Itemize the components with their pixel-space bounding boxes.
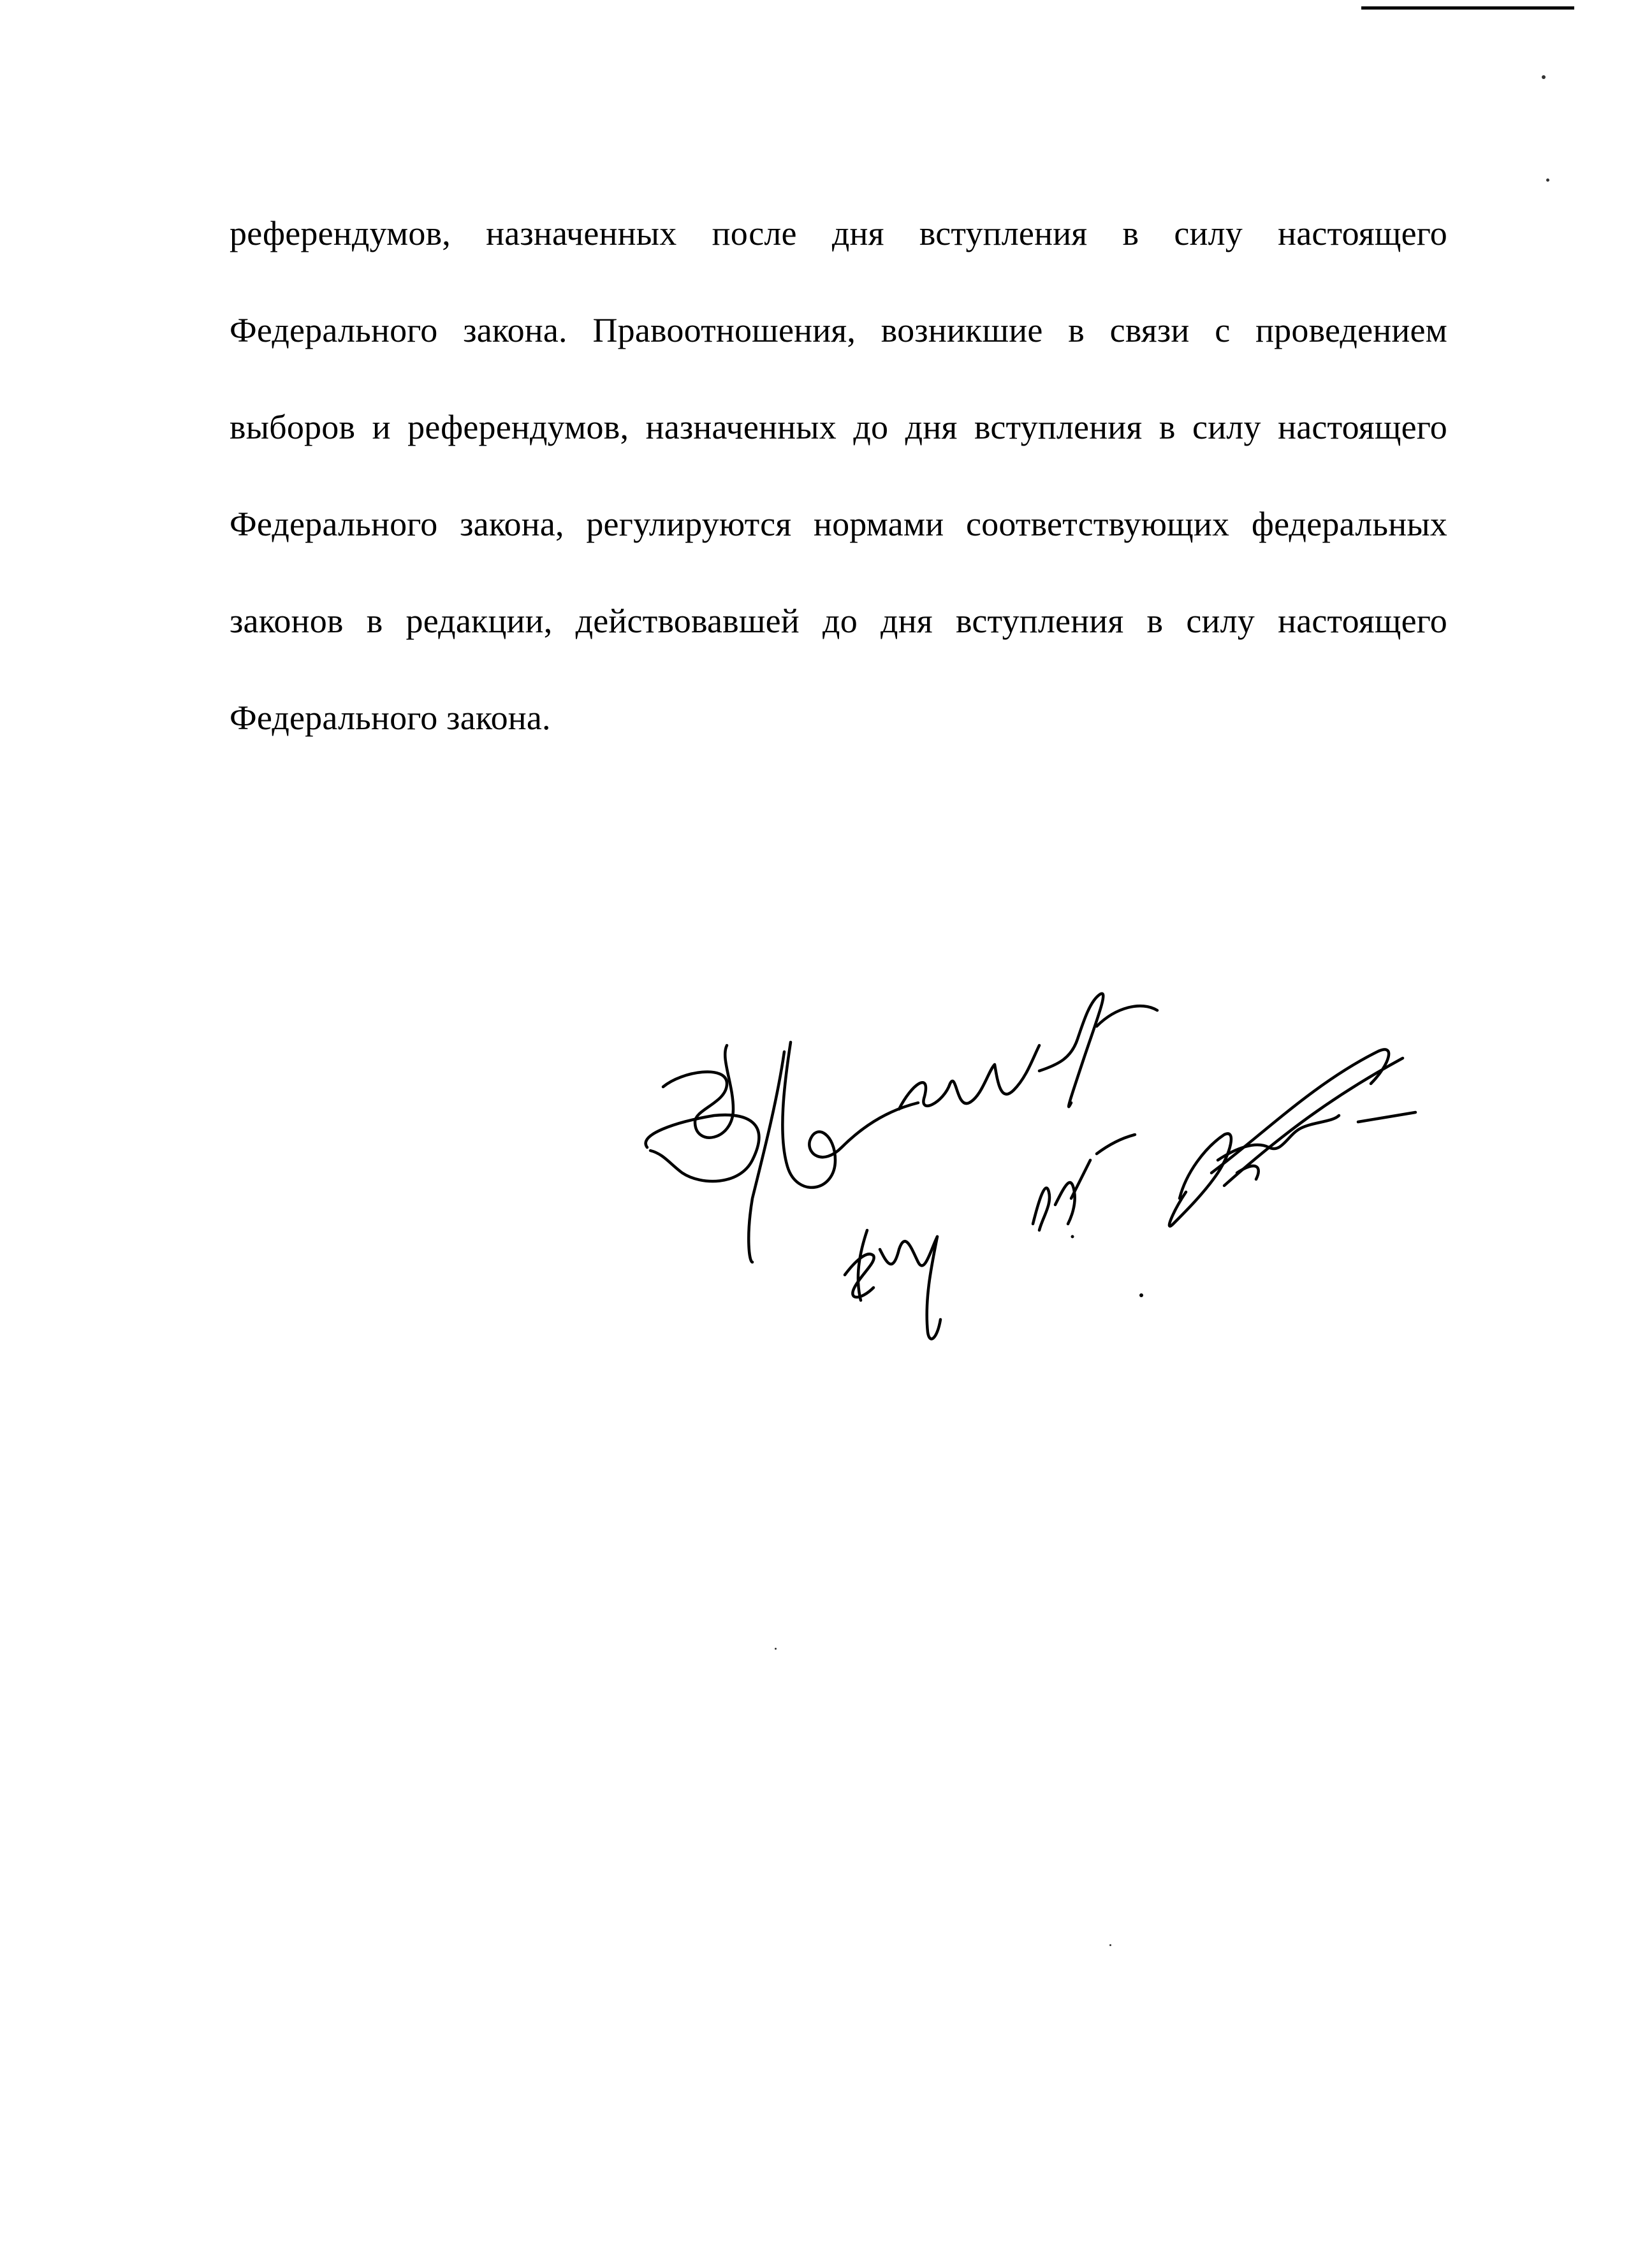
law-paragraph: референдумов, назначенных после дня вступления в силу настоящего Федерального закона. Правоотношения, возникшие в связи с проведением выборов и референдумов, назначенных до дня вступления в силу настоящего Федерального закона, регулируются нормами соответствующих федеральных законов в редакции, действовавшей до дня вступления в силу настоящего Федерального закона. [230,214,1447,737]
signature-3 [845,1135,1135,1339]
header-rule [1361,6,1574,10]
scan-speck [1546,178,1549,182]
scan-speck [1542,75,1546,79]
scan-speck [775,1648,777,1650]
signature-1 [646,1042,918,1262]
handwritten-signatures [625,892,1486,1402]
scan-speck [1109,1944,1111,1946]
signature-2 [899,994,1157,1109]
signature-4 [1169,1049,1415,1226]
